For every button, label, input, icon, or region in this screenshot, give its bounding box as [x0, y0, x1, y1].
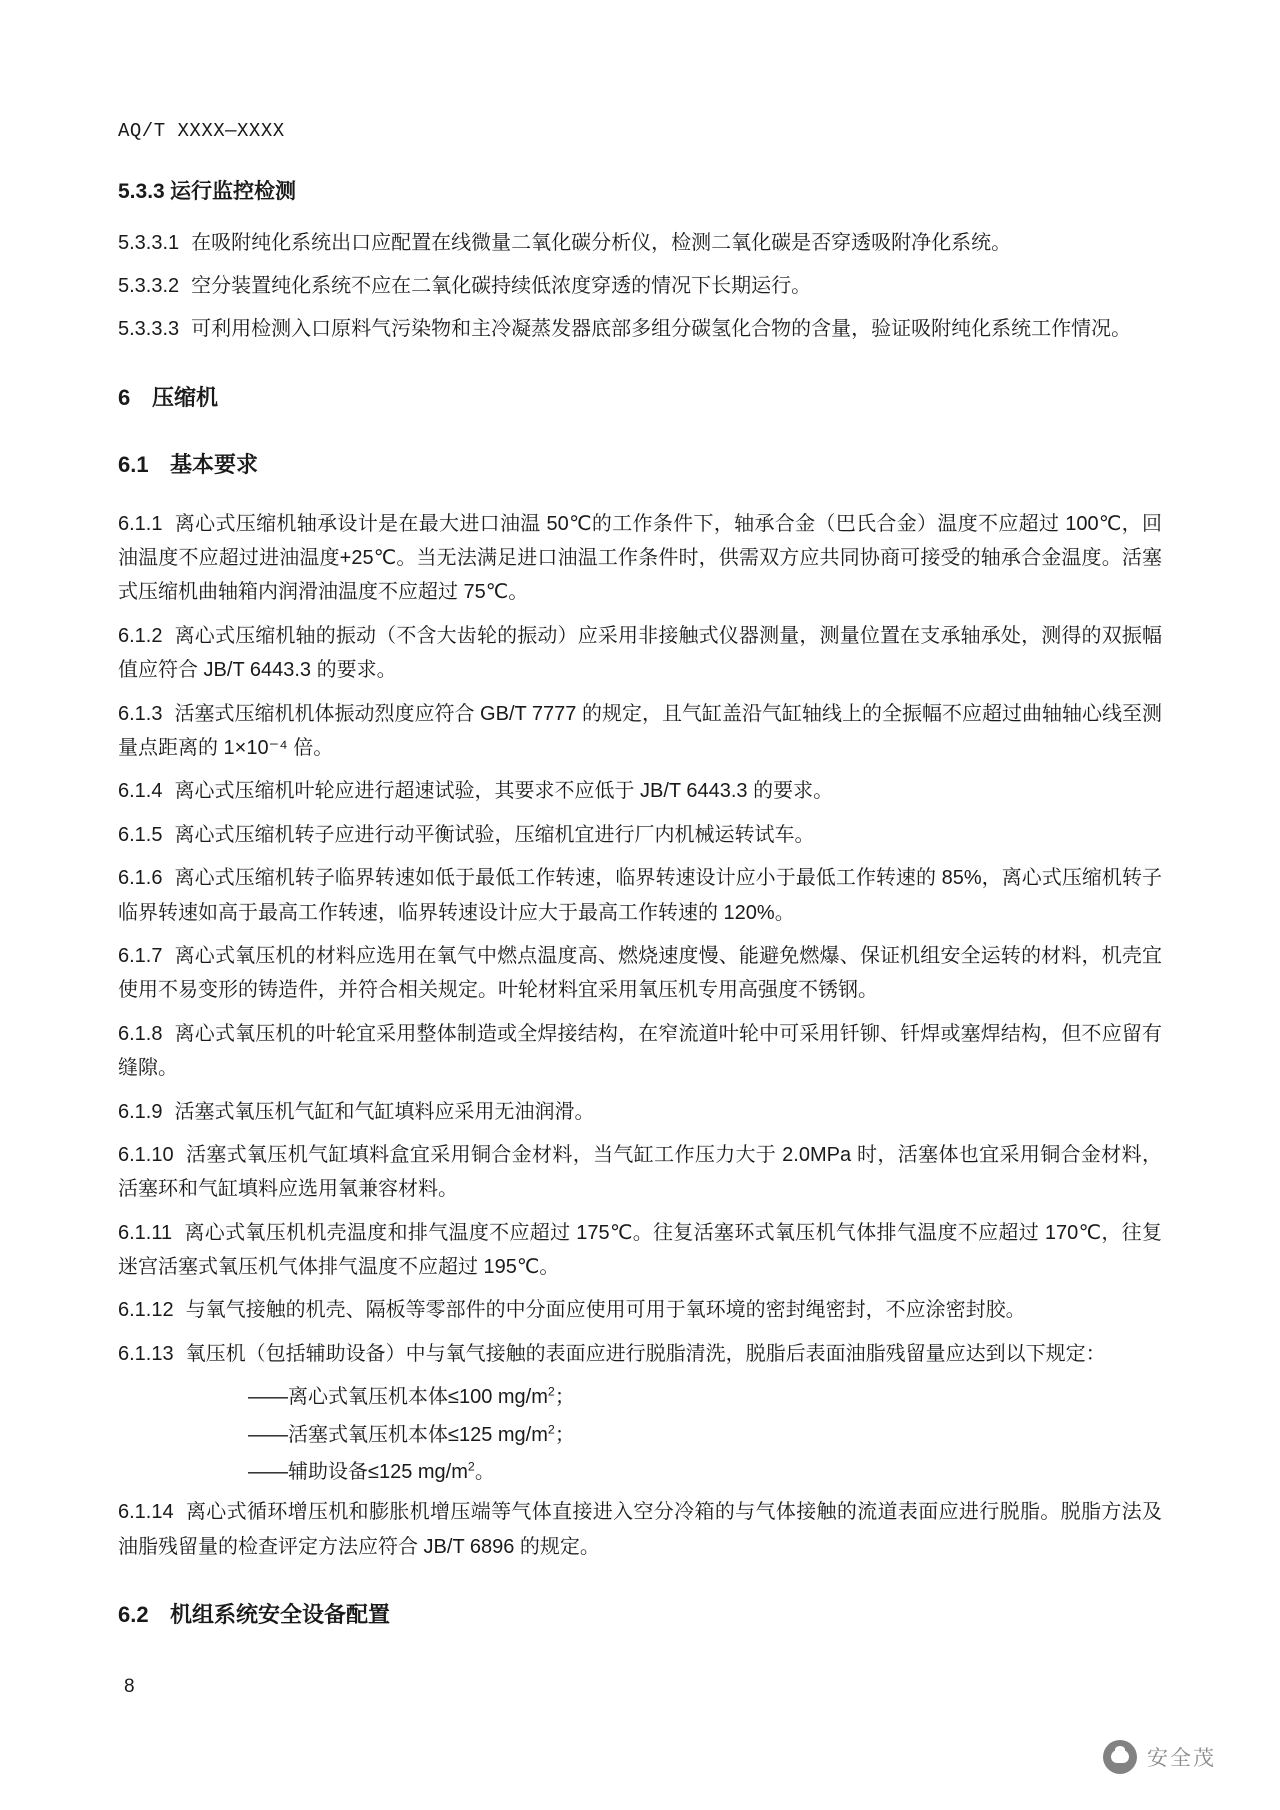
- list-item-tail: 。: [474, 1461, 495, 1484]
- clause-text: 可利用检测入口原料气污染物和主冷凝蒸发器底部多组分碳氢化合物的含量，验证吸附纯化系统工作情况。: [191, 318, 1132, 341]
- list-item-tail: ；: [554, 1423, 575, 1446]
- list-item-superscript: 2: [467, 1459, 475, 1474]
- list-item: [248, 1418, 1162, 1452]
- section-heading-6-1: [118, 448, 1162, 481]
- clause-6-1-9: [118, 1095, 1162, 1129]
- clause-number: 6.1.12: [118, 1299, 174, 1322]
- clause-number: 6.1.10: [118, 1143, 174, 1166]
- clause-6-1-2: [118, 619, 1162, 688]
- section-heading-6-2: [118, 1598, 1162, 1631]
- clause-text: 离心式氧压机的叶轮宜采用整体制造或全焊接结构，在窄流道叶轮中可采用钎铆、钎焊或塞焊结构，但不应留有缝隙。: [118, 1022, 1162, 1080]
- clause-5-3-3-2: [118, 269, 1162, 303]
- clause-6-1-11: [118, 1216, 1162, 1285]
- section-heading-text: 压缩机: [152, 384, 219, 410]
- clause-number: 6.1.14: [118, 1501, 174, 1524]
- clause-5-3-3-1: [118, 226, 1162, 260]
- section-heading-5-3-3: [118, 176, 1162, 208]
- clause-text: 离心式氧压机机壳温度和排气温度不应超过 175℃。往复活塞环式氧压机气体排气温度不应超过 170℃，往复迷宫活塞式氧压机气体排气温度不应超过 195℃。: [118, 1221, 1162, 1279]
- watermark: [1103, 1740, 1216, 1774]
- clause-number: 6.1.2: [118, 624, 163, 647]
- clause-6-1-5: [118, 818, 1162, 852]
- page-number: 8: [124, 1676, 135, 1697]
- clause-number: 6.1.4: [118, 780, 163, 803]
- clause-number: 6.1.7: [118, 944, 163, 967]
- clause-number: 5.3.3.3: [118, 318, 180, 341]
- clause-6-1-14: [118, 1495, 1162, 1564]
- clause-text: 离心式压缩机轴承设计是在最大进口油温 50℃的工作条件下，轴承合金（巴氏合金）温度不应超过 100℃，回油温度不应超过进油温度+25℃。当无法满足进口油温工作条件时，供需双方应共同协商可接受的轴承合金温度。活塞式压缩机曲轴箱内润滑油温度不应超过 75℃。: [118, 512, 1162, 604]
- list-item-superscript: 2: [547, 1384, 555, 1399]
- clause-text: 与氧气接触的机壳、隔板等零部件的中分面应使用可用于氧环境的密封绳密封，不应涂密封胶。: [185, 1299, 1026, 1322]
- section-heading-text: 运行监控检测: [170, 180, 296, 203]
- clause-6-1-7: [118, 939, 1162, 1008]
- clause-number: 5.3.3.1: [118, 231, 180, 254]
- list-item: [248, 1455, 1162, 1489]
- list-item-tail: ；: [554, 1386, 575, 1409]
- clause-text: 离心式氧压机的材料应选用在氧气中燃点温度高、燃烧速度慢、能避免燃爆、保证机组安全运转的材料，机壳宜使用不易变形的铸造件，并符合相关规定。叶轮材料宜采用氧压机专用高强度不锈钢。: [118, 944, 1162, 1002]
- clause-text: 离心式循环增压机和膨胀机增压端等气体直接进入空分冷箱的与气体接触的流道表面应进行脱脂。脱脂方法及油脂残留量的检查评定方法应符合 JB/T 6896 的规定。: [118, 1501, 1162, 1558]
- clause-number: 6.1.11: [118, 1221, 173, 1244]
- list-item-text: ——离心式氧压机本体≤100 mg/m: [248, 1386, 548, 1409]
- clause-text: 活塞式压缩机机体振动烈度应符合 GB/T 7777 的规定，且气缸盖沿气缸轴线上的全振幅不应超过曲轴轴心线至测量点距离的 1×10⁻⁴ 倍。: [118, 702, 1162, 760]
- section-heading-text: 机组系统安全设备配置: [170, 1602, 391, 1628]
- clause-text: 离心式压缩机转子临界转速如低于最低工作转速，临界转速设计应小于最低工作转速的 85%，离心式压缩机转子临界转速如高于最高工作转速，临界转速设计应大于最高工作转速的 120%。: [118, 867, 1162, 924]
- clause-text: 活塞式氧压机气缸和气缸填料应采用无油润滑。: [174, 1100, 595, 1123]
- clause-number: 5.3.3.2: [118, 274, 180, 297]
- clause-number: 6.1.3: [118, 702, 163, 725]
- list-item-text: ——辅助设备≤125 mg/m: [248, 1461, 468, 1484]
- clause-number: 6.1.1: [118, 512, 163, 535]
- section-heading-6: [118, 381, 1162, 414]
- clause-text: 离心式压缩机轴的振动（不含大齿轮的振动）应采用非接触式仪器测量，测量位置在支承轴承处，测得的双振幅值应符合 JB/T 6443.3 的要求。: [118, 624, 1162, 682]
- section-heading-number: 6: [118, 384, 131, 410]
- wechat-official-account-icon: [1103, 1740, 1137, 1774]
- clause-text: 活塞式氧压机气缸填料盒宜采用铜合金材料，当气缸工作压力大于 2.0MPa 时，活塞体也宜采用铜合金材料，活塞环和气缸填料应选用氧兼容材料。: [118, 1143, 1162, 1201]
- section-heading-number: 5.3.3: [118, 180, 165, 203]
- watermark-label: 安全茂: [1147, 1747, 1216, 1770]
- clause-text: 氧压机（包括辅助设备）中与氧气接触的表面应进行脱脂清洗，脱脂后表面油脂残留量应达到以下规定：: [185, 1342, 1106, 1365]
- clause-number: 6.1.8: [118, 1022, 163, 1045]
- clause-6-1-10: [118, 1138, 1162, 1207]
- clause-5-3-3-3: [118, 312, 1162, 346]
- clause-number: 6.1.9: [118, 1100, 163, 1123]
- clause-text: 在吸附纯化系统出口应配置在线微量二氧化碳分析仪，检测二氧化碳是否穿透吸附净化系统。: [191, 231, 1012, 254]
- list-item-text: ——活塞式氧压机本体≤125 mg/m: [248, 1423, 548, 1446]
- clause-number: 6.1.13: [118, 1342, 174, 1365]
- residual-oil-limits-list: [118, 1380, 1162, 1489]
- clause-number: 6.1.5: [118, 823, 163, 846]
- clause-text: 离心式压缩机转子应进行动平衡试验，压缩机宜进行厂内机械运转试车。: [174, 823, 815, 846]
- clause-6-1-12: [118, 1293, 1162, 1327]
- clause-6-1-8: [118, 1017, 1162, 1086]
- clause-6-1-13: [118, 1337, 1162, 1371]
- clause-number: 6.1.6: [118, 867, 163, 890]
- document-header-code: AQ/T XXXX—XXXX: [118, 120, 285, 142]
- clause-6-1-4: [118, 774, 1162, 808]
- list-item: [248, 1380, 1162, 1414]
- clause-text: 空分装置纯化系统不应在二氧化碳持续低浓度穿透的情况下长期运行。: [191, 274, 812, 297]
- section-heading-number: 6.2: [118, 1602, 149, 1628]
- section-heading-text: 基本要求: [170, 451, 259, 477]
- section-heading-number: 6.1: [118, 451, 149, 477]
- list-item-superscript: 2: [547, 1422, 555, 1436]
- clause-6-1-1: [118, 507, 1162, 610]
- clause-6-1-6: [118, 861, 1162, 930]
- clause-6-1-3: [118, 697, 1162, 766]
- clause-text: 离心式压缩机叶轮应进行超速试验，其要求不应低于 JB/T 6443.3 的要求。: [174, 780, 834, 803]
